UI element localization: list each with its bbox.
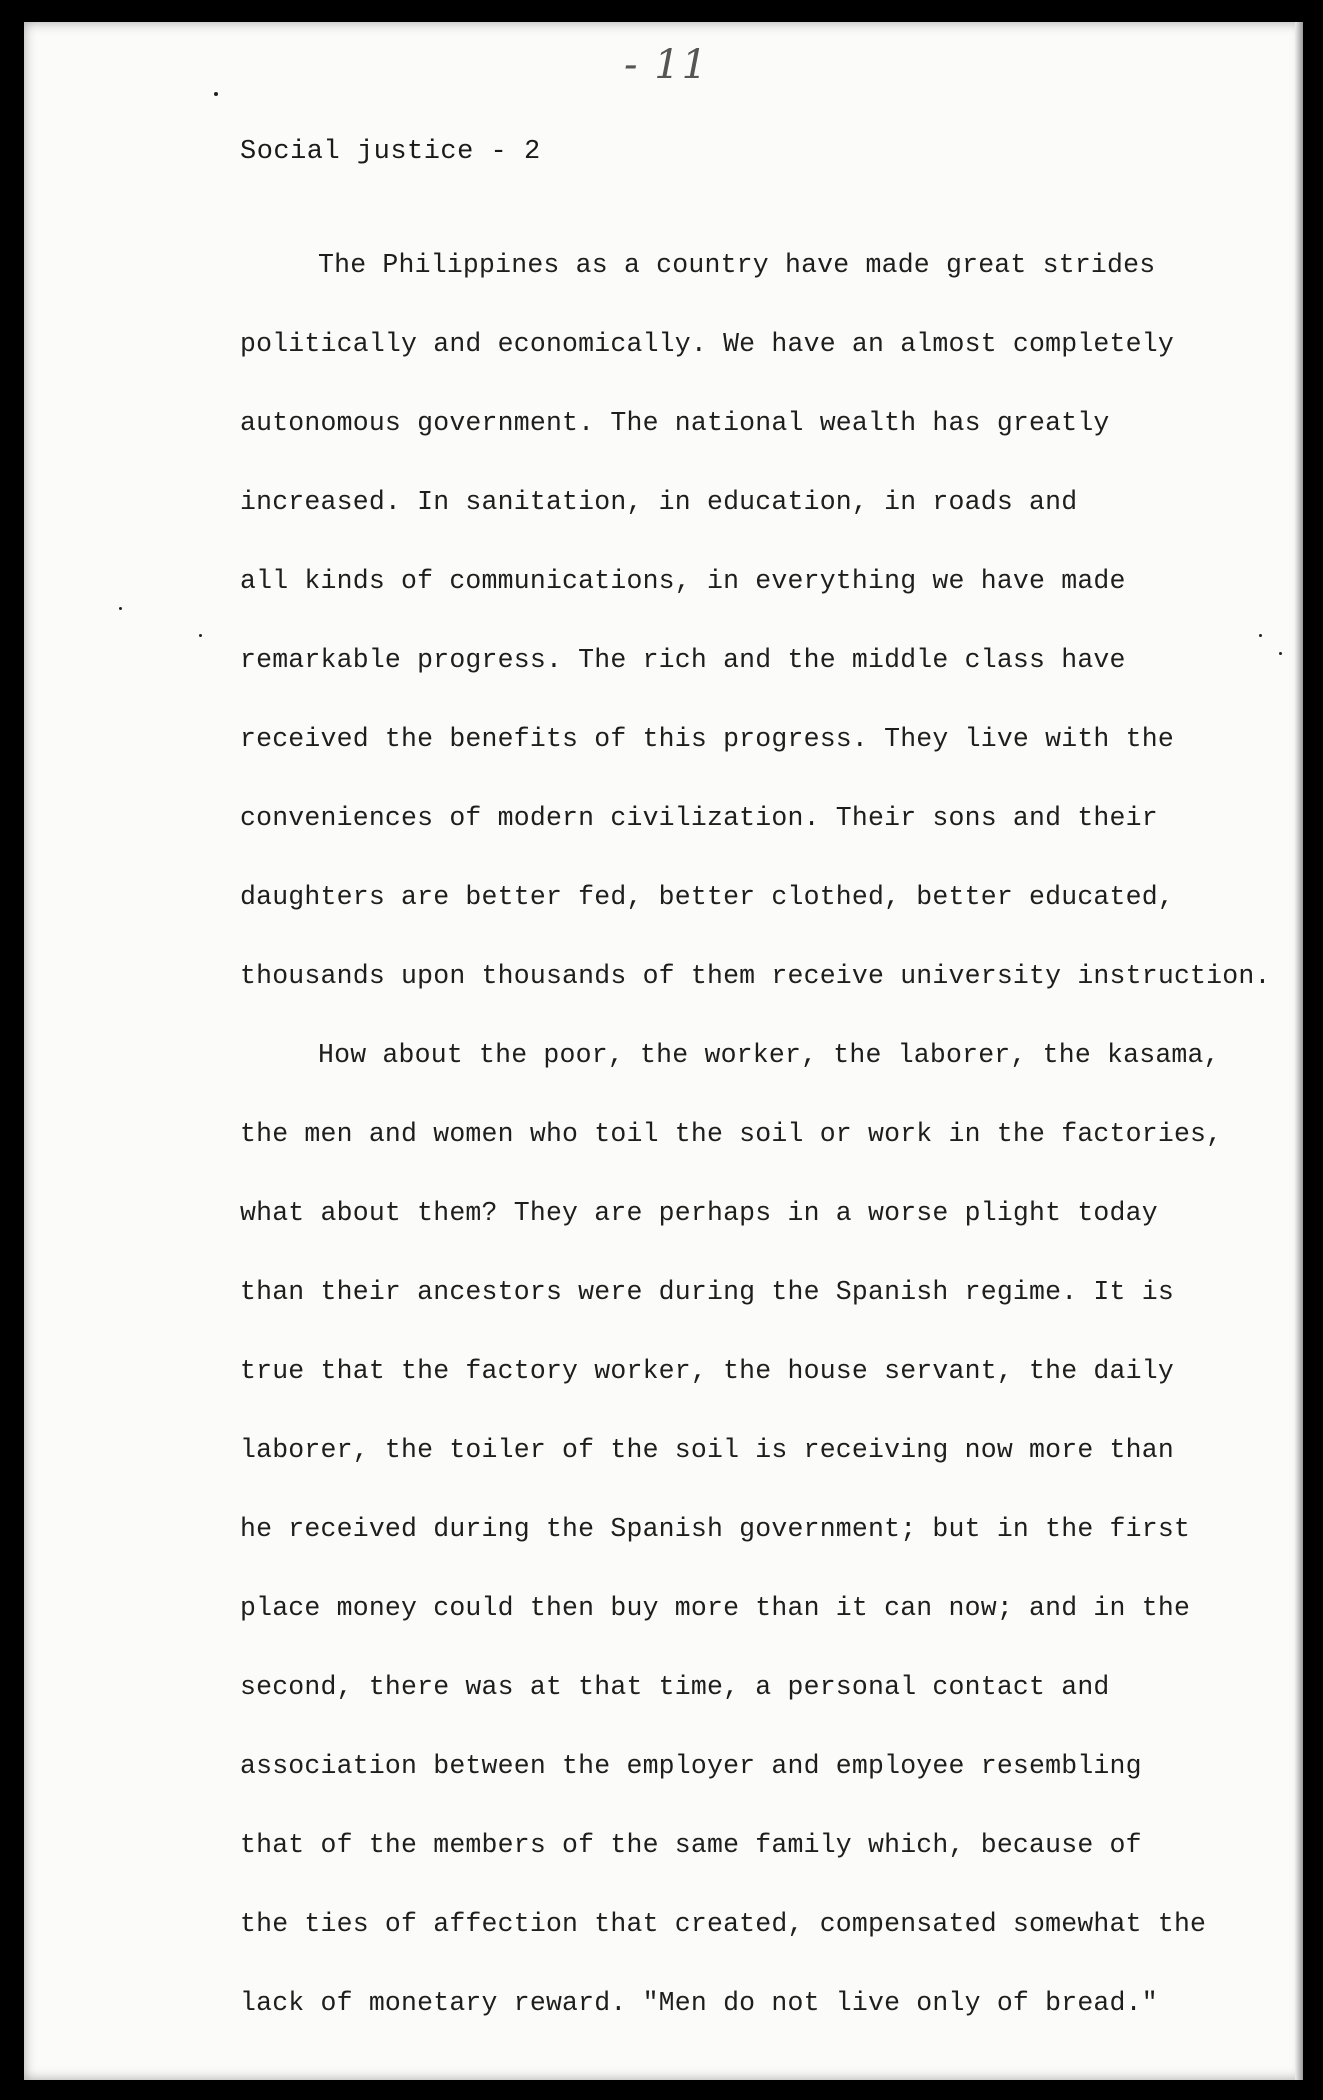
speck (199, 634, 202, 637)
text-line: remarkable progress. The rich and the middle class have (240, 645, 1126, 675)
text-line: what about them? They are perhaps in a worse plight today (240, 1198, 1158, 1228)
text-line: than their ancestors were during the Spanish regime. It is (240, 1277, 1174, 1307)
text-line: increased. In sanitation, in education, in roads and (240, 487, 1078, 517)
speck (119, 607, 122, 610)
text-line: lack of monetary reward. "Men do not live only of bread." (240, 1988, 1158, 2018)
text-line: that of the members of the same family which, because of (240, 1830, 1142, 1860)
text-line: autonomous government. The national wealth has greatly (240, 408, 1110, 438)
page-header: Social justice - 2 (240, 137, 541, 167)
text-line: place money could then buy more than it can now; and in the (240, 1593, 1191, 1623)
text-line: The Philippines as a country have made great strides (318, 250, 1156, 280)
text-line: politically and economically. We have an almost completely (240, 329, 1174, 359)
text-line: he received during the Spanish government; but in the first (240, 1514, 1191, 1544)
speck (214, 92, 218, 96)
text-line: thousands upon thousands of them receive university instruction. (240, 961, 1271, 991)
text-line: received the benefits of this progress. They live with the (240, 724, 1174, 754)
body-text (240, 245, 1280, 2062)
text-line: laborer, the toiler of the soil is receiving now more than (240, 1435, 1174, 1465)
text-line: daughters are better fed, better clothed, better educated, (240, 882, 1174, 912)
document-page (24, 22, 1303, 2080)
text-line: conveniences of modern civilization. Their sons and their (240, 803, 1158, 833)
page-edge (1295, 22, 1303, 2080)
text-line: the ties of affection that created, compensated somewhat the (240, 1909, 1207, 1939)
text-line: association between the employer and employee resembling (240, 1751, 1142, 1781)
text-line: the men and women who toil the soil or work in the factories, (240, 1119, 1223, 1149)
text-line: second, there was at that time, a personal contact and (240, 1672, 1110, 1702)
text-line: true that the factory worker, the house servant, the daily (240, 1356, 1174, 1386)
text-line: all kinds of communications, in everything we have made (240, 566, 1126, 596)
text-line: How about the poor, the worker, the laborer, the kasama, (318, 1040, 1220, 1070)
page-number: - 11 (624, 42, 710, 88)
